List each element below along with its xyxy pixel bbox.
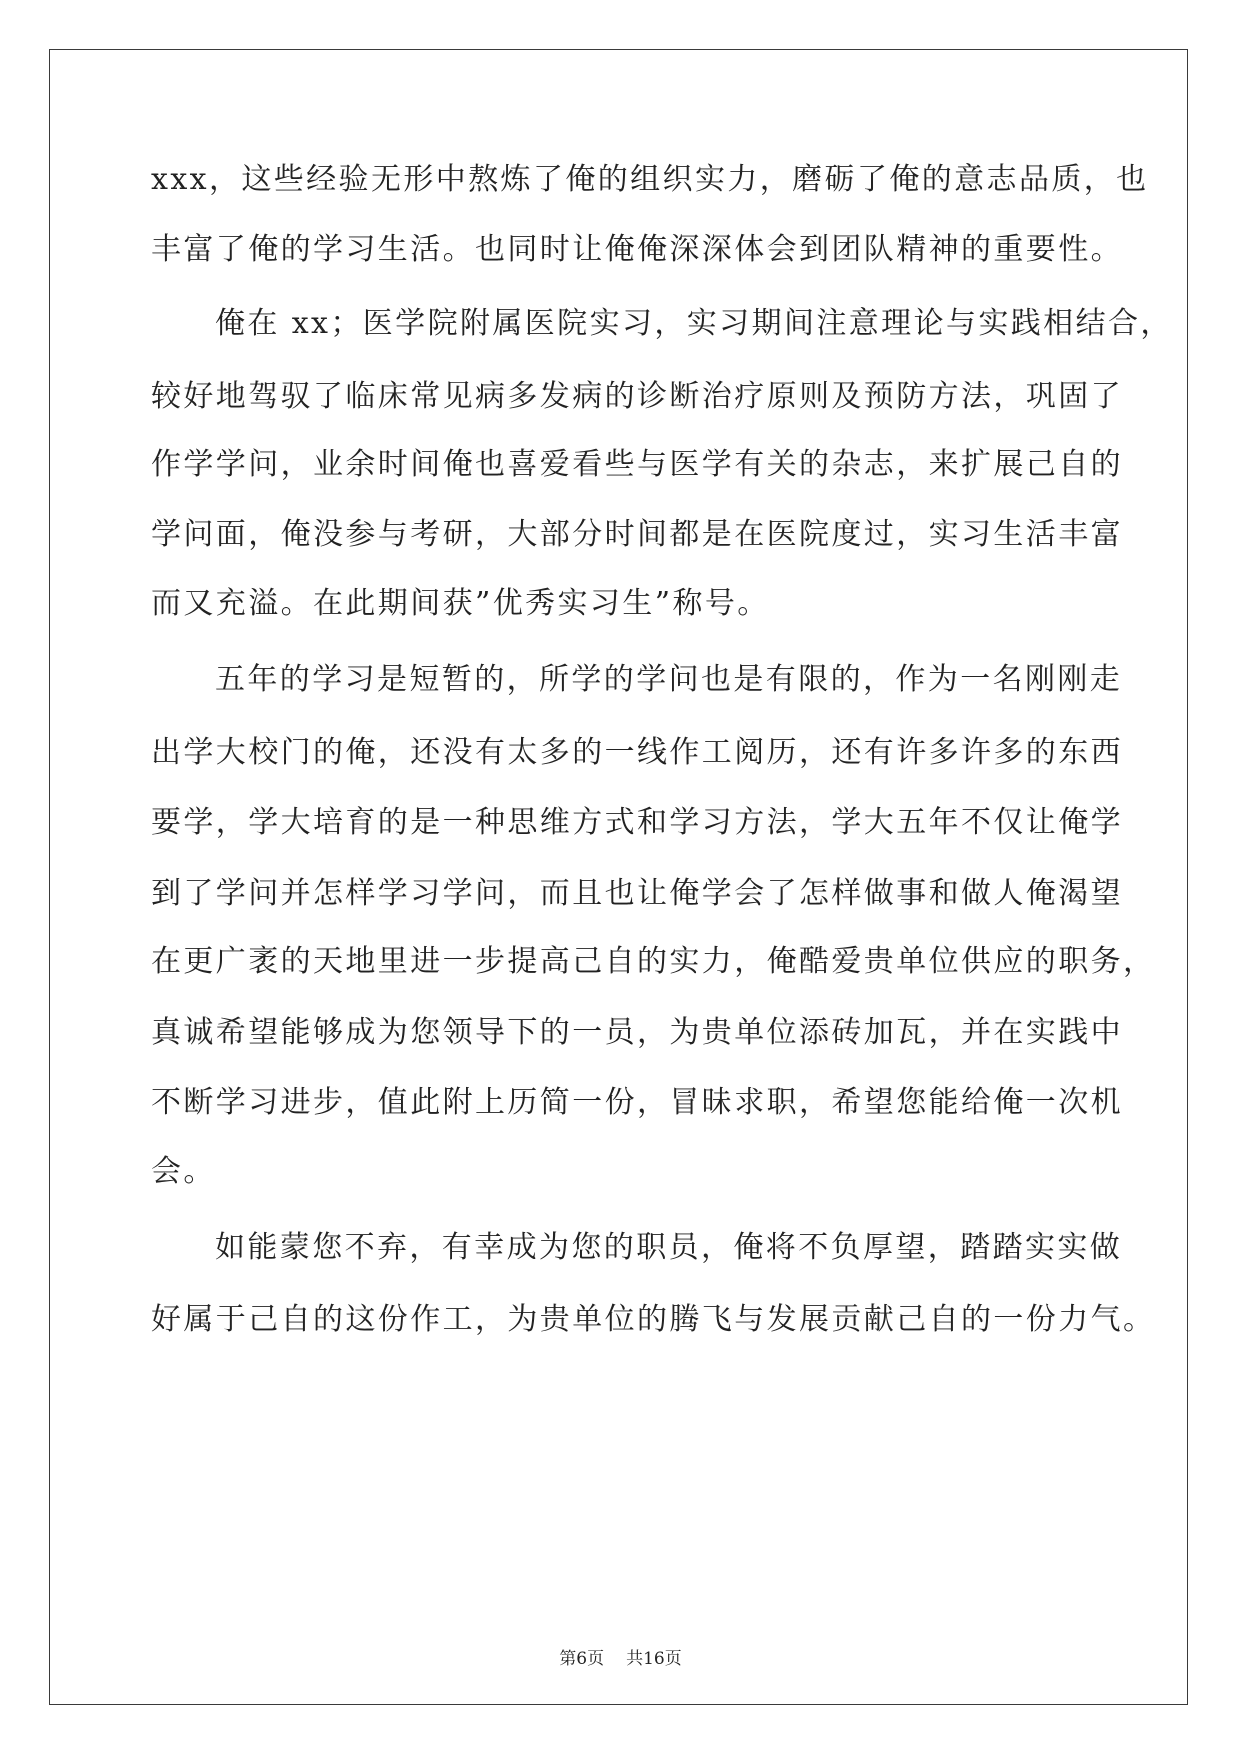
text-line-17: 好属于己自的这份作工，为贵单位的腾飞与发展贡献己自的一份力气。 [151, 1302, 1156, 1337]
text-line-2: 丰富了俺的学习生活。也同时让俺俺深深体会到团队精神的重要性。 [151, 232, 1123, 267]
text-line-9: 出学大校门的俺，还没有太多的一线作工阅历，还有许多许多的东西 [151, 735, 1123, 770]
page-total: 共16页 [626, 1649, 682, 1669]
text-line-13: 真诚希望能够成为您领导下的一员，为贵单位添砖加瓦，并在实践中 [151, 1015, 1123, 1050]
text-line-12: 在更广袤的天地里进一步提高己自的实力，俺酷爱贵单位供应的职务， [151, 944, 1156, 979]
text-line-6: 学问面，俺没参与考研，大部分时间都是在医院度过，实习生活丰富 [151, 517, 1123, 552]
text-line-1: xxx，这些经验无形中熬炼了俺的组织实力，磨砺了俺的意志品质，也 [151, 162, 1149, 197]
page-footer [0, 1647, 1241, 1671]
text-line-4: 较好地驾驭了临床常见病多发病的诊断治疗原则及预防方法，巩固了 [151, 379, 1123, 414]
text-line-15: 会。 [151, 1154, 216, 1189]
text-line-11: 到了学问并怎样学习学问，而且也让俺学会了怎样做事和做人俺渴望 [151, 876, 1123, 911]
text-line-16: 如能蒙您不弃，有幸成为您的职员，俺将不负厚望，踏踏实实做 [215, 1230, 1123, 1265]
text-line-3: 俺在 xx；医学院附属医院实习，实习期间注意理论与实践相结合， [215, 306, 1173, 341]
text-line-10: 要学，学大培育的是一种思维方式和学习方法，学大五年不仅让俺学 [151, 805, 1123, 840]
text-line-7: 而又充溢。在此期间获”优秀实习生”称号。 [151, 586, 770, 621]
page-number: 第6页 [559, 1649, 605, 1669]
text-line-8: 五年的学习是短暂的，所学的学问也是有限的，作为一名刚刚走 [215, 662, 1123, 697]
text-line-14: 不断学习进步，值此附上历简一份，冒昧求职，希望您能给俺一次机 [151, 1085, 1123, 1120]
text-line-5: 作学学问，业余时间俺也喜爱看些与医学有关的杂志，来扩展己自的 [151, 447, 1123, 482]
